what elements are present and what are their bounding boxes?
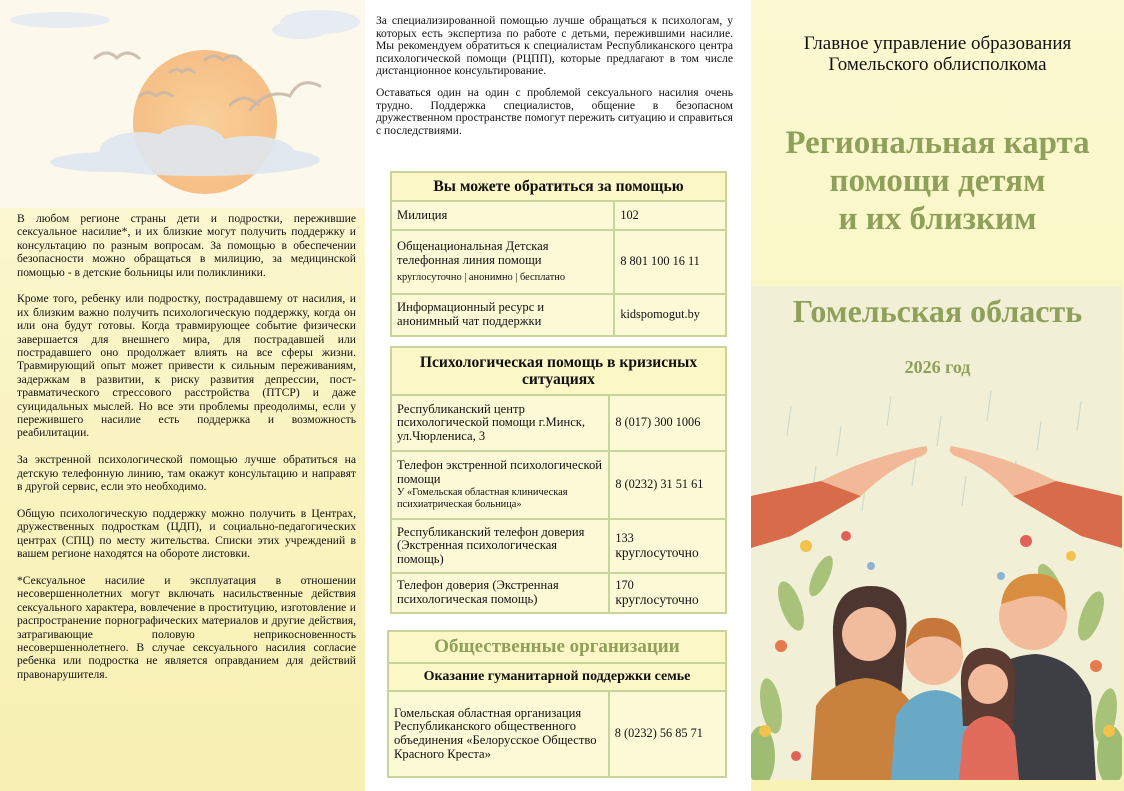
right-panel: [751, 0, 1124, 791]
contact-name: Телефон экстренной психологической помощи: [397, 458, 603, 486]
contact-cell: [609, 519, 726, 573]
title-line: и их близким: [838, 201, 1037, 237]
contact-value: 8 (0232) 31 51 61: [609, 451, 726, 519]
contact-note: круглосуточно | анонимно | бесплатно: [397, 272, 566, 284]
left-paragraph: Общую психологическую поддержку можно получить в Центрах, дружественных подросткам (ЦДП), и социально-педагогических центрах (СПЦ) по месту жительства. Списки этих учреждений в вашем регионе находятся на обороте листовки.: [17, 506, 356, 561]
middle-text: [376, 15, 733, 146]
department-line: Гомельского облисполкома: [828, 54, 1047, 75]
left-panel: [0, 0, 365, 791]
contact-hours: круглосуточно: [615, 545, 699, 560]
left-paragraph: За экстренной психологической помощью лучше обратиться на детскую телефонную линию, там окажут консультацию и направят в другой сервис, если это необходимо.: [17, 453, 356, 494]
help-contacts-table: [390, 171, 727, 337]
sun-illustration: [0, 0, 365, 208]
contact-hours: круглосуточно: [615, 592, 699, 607]
left-paragraph: В любом регионе страны дети и подростки, пережившие сексуальное насилие*, и их близкие могут получить поддержку и консультацию по разным вопросам. За помощью в обеспечении безопасности можно обращаться в милицию, за медицинской помощью - в детские больницы или поликлиники.: [17, 212, 356, 279]
table-title: Психологическая помощь в кризисных ситуациях: [391, 347, 726, 395]
table-row: [388, 691, 726, 777]
left-paragraph: Кроме того, ребенку или подростку, пострадавшему от насилия, и их близким важно получить психологическую поддержку, когда он или она будут готовы. Когда травмирующее событие физически завершается для внешнего мира, для пострадавшей или пострадавшего оно продолжает влиять на все сферы жизни. Травмирующий опыт может привести к сильным переживаниям, задержкам в развитии, к риску развития депрессии, пост-травматического стрессового расстройства (ПТСР) и даже суицидальных мыслей. Но все эти проблемы преодолимы, если у пережившего насилие есть поддержка и возможность реабилитации.: [17, 292, 356, 440]
title-line: Региональная карта: [785, 125, 1090, 161]
contact-cell: [391, 230, 614, 294]
region-name: Гомельская область: [792, 293, 1083, 329]
table-title: Общественные организации: [388, 631, 726, 663]
table-row: [391, 395, 726, 451]
contact-name: Республиканский телефон доверия (Экстренная психологическая помощь): [391, 519, 609, 573]
contact-note: У «Гомельская областная клиническая психиатрическая больница»: [397, 486, 568, 510]
contact-cell: [391, 451, 609, 519]
sun-clouds-illustration: [0, 0, 365, 208]
contact-value: 8 (017) 300 1006: [609, 395, 726, 451]
department-line: Главное управление образования: [803, 33, 1072, 54]
department-name: [751, 33, 1124, 75]
contact-name: Милиция: [391, 201, 614, 230]
crisis-help-table: [390, 346, 727, 614]
contact-name: Телефон доверия (Экстренная психологическая помощь): [391, 573, 609, 613]
contact-value: 102: [614, 201, 726, 230]
middle-paragraph: За специализированной помощью лучше обращаться к психологам, у которых есть экспертиза по работе с детьми, пережившими насилие. Мы рекомендуем обратиться к специалистам Республиканского центра психологической помощи (РЦПП), которые предлагают в том числе дистанционное консультирование.: [376, 14, 733, 78]
table-row: [391, 451, 726, 519]
contact-link: kidspomogut.by: [614, 294, 726, 336]
footnote: *Сексуальное насилие и эксплуатация в отношении несовершеннолетних могут включать насильственные действия сексуального характера, вовлечение в проституцию, изготовление и распространение порнографических материалов и другие действия, затрагивающие половую неприкосновенность несовершеннолетнего. В случае сексуального насилия согласие ребенка или подростка не является оправданием для действий правонарушителя.: [17, 573, 356, 681]
year-label: 2026 год: [904, 357, 971, 377]
contact-name: Общенациональная Детская телефонная линия помощи: [397, 238, 549, 267]
organization-phone: 8 (0232) 56 85 71: [609, 691, 726, 777]
table-row: [391, 201, 726, 230]
organizations-table: [387, 630, 727, 778]
table-title: Вы можете обратиться за помощью: [391, 172, 726, 201]
table-row: [391, 294, 726, 336]
table-row: [391, 573, 726, 613]
title-line: помощи детям: [829, 163, 1046, 199]
organization-name: Гомельская областная организация Республиканского общественного объединения «Белорусское Общество Красного Креста»: [388, 691, 609, 777]
middle-paragraph: Оставаться один на один с проблемой сексуального насилия очень трудно. Поддержка специалистов, общение в безопасном дружественном пространстве помогут пережить ситуацию и справиться с последствиями.: [376, 85, 733, 137]
contact-value: 8 801 100 16 11: [614, 230, 726, 294]
contact-name: Республиканский центр психологической помощи г.Минск, ул.Чюрлениса, 3: [391, 395, 609, 451]
contact-cell: [609, 573, 726, 613]
table-row: [391, 519, 726, 573]
contact-value: 133: [615, 531, 634, 546]
table-row: [391, 230, 726, 294]
table-subtitle: Оказание гуманитарной поддержки семье: [388, 663, 726, 691]
main-title: [751, 124, 1124, 238]
contact-value: 170: [615, 578, 634, 593]
contact-name: Информационный ресурс и анонимный чат поддержки: [391, 294, 614, 336]
left-text: [17, 212, 356, 695]
